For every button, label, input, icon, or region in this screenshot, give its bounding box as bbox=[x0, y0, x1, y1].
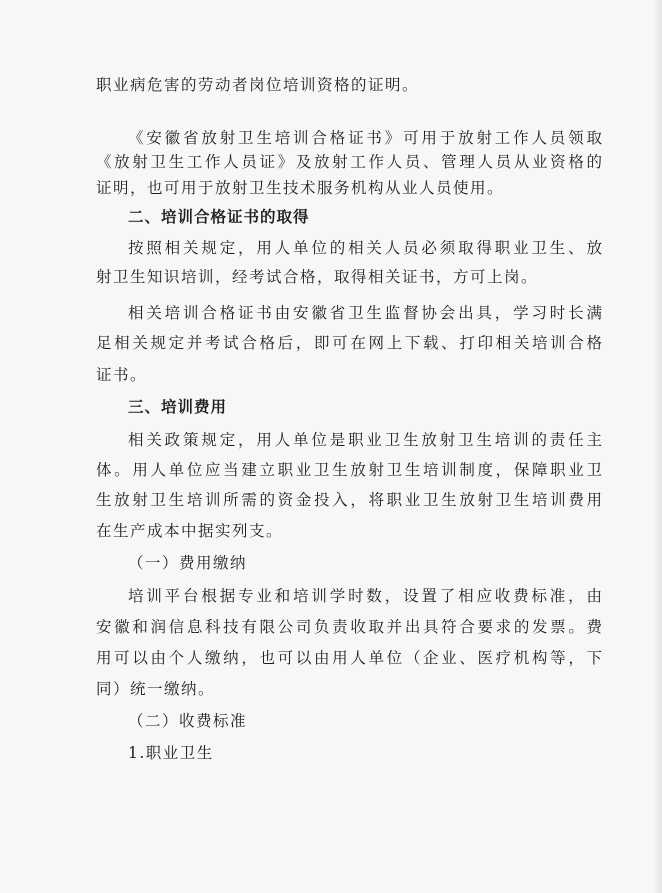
paragraph-line: 用可以由个人缴纳，也可以由用人单位（企业、医疗机构等，下 bbox=[96, 649, 602, 667]
paragraph-line: 在生产成本中据实列支。 bbox=[96, 522, 284, 540]
scan-edge-shadow bbox=[652, 0, 662, 893]
paragraph-line: 《放射卫生工作人员证》及放射工作人员、管理人员从业资格的 bbox=[96, 153, 602, 171]
subsection-heading: （一）费用缴纳 bbox=[128, 554, 248, 572]
paragraph-line: 生放射卫生培训所需的资金投入，将职业卫生放射卫生培训费用 bbox=[96, 491, 602, 509]
list-item: 1.职业卫生 bbox=[128, 744, 214, 762]
paragraph-line: 相关培训合格证书由安徽省卫生监督协会出具，学习时长满 bbox=[128, 304, 602, 322]
paragraph-line: 足相关规定并考试合格后，即可在网上下载、打印相关培训合格 bbox=[96, 334, 602, 352]
paragraph-line: 按照相关规定，用人单位的相关人员必须取得职业卫生、放 bbox=[128, 239, 602, 257]
paragraph-line: 培训平台根据专业和培训学时数，设置了相应收费标准，由 bbox=[128, 587, 602, 605]
paragraph-line: 相关政策规定，用人单位是职业卫生放射卫生培训的责任主 bbox=[128, 431, 602, 449]
paragraph-line: 《安徽省放射卫生培训合格证书》可用于放射工作人员领取 bbox=[128, 129, 602, 147]
subsection-heading: （二）收费标准 bbox=[128, 712, 248, 730]
paragraph-line: 证书。 bbox=[96, 366, 148, 384]
paragraph-line: 体。用人单位应当建立职业卫生放射卫生培训制度，保障职业卫 bbox=[96, 461, 602, 479]
section-heading: 三、培训费用 bbox=[128, 398, 228, 416]
paragraph-line: 射卫生知识培训，经考试合格，取得相关证书，方可上岗。 bbox=[96, 268, 539, 286]
paragraph-line: 职业病危害的劳动者岗位培训资格的证明。 bbox=[96, 76, 420, 94]
section-heading: 二、培训合格证书的取得 bbox=[128, 208, 310, 226]
paragraph-line: 安徽和润信息科技有限公司负责收取并出具符合要求的发票。费 bbox=[96, 618, 602, 636]
paragraph-line: 证明，也可用于放射卫生技术服务机构从业人员使用。 bbox=[96, 179, 505, 197]
paragraph-line: 同）统一缴纳。 bbox=[96, 680, 216, 698]
